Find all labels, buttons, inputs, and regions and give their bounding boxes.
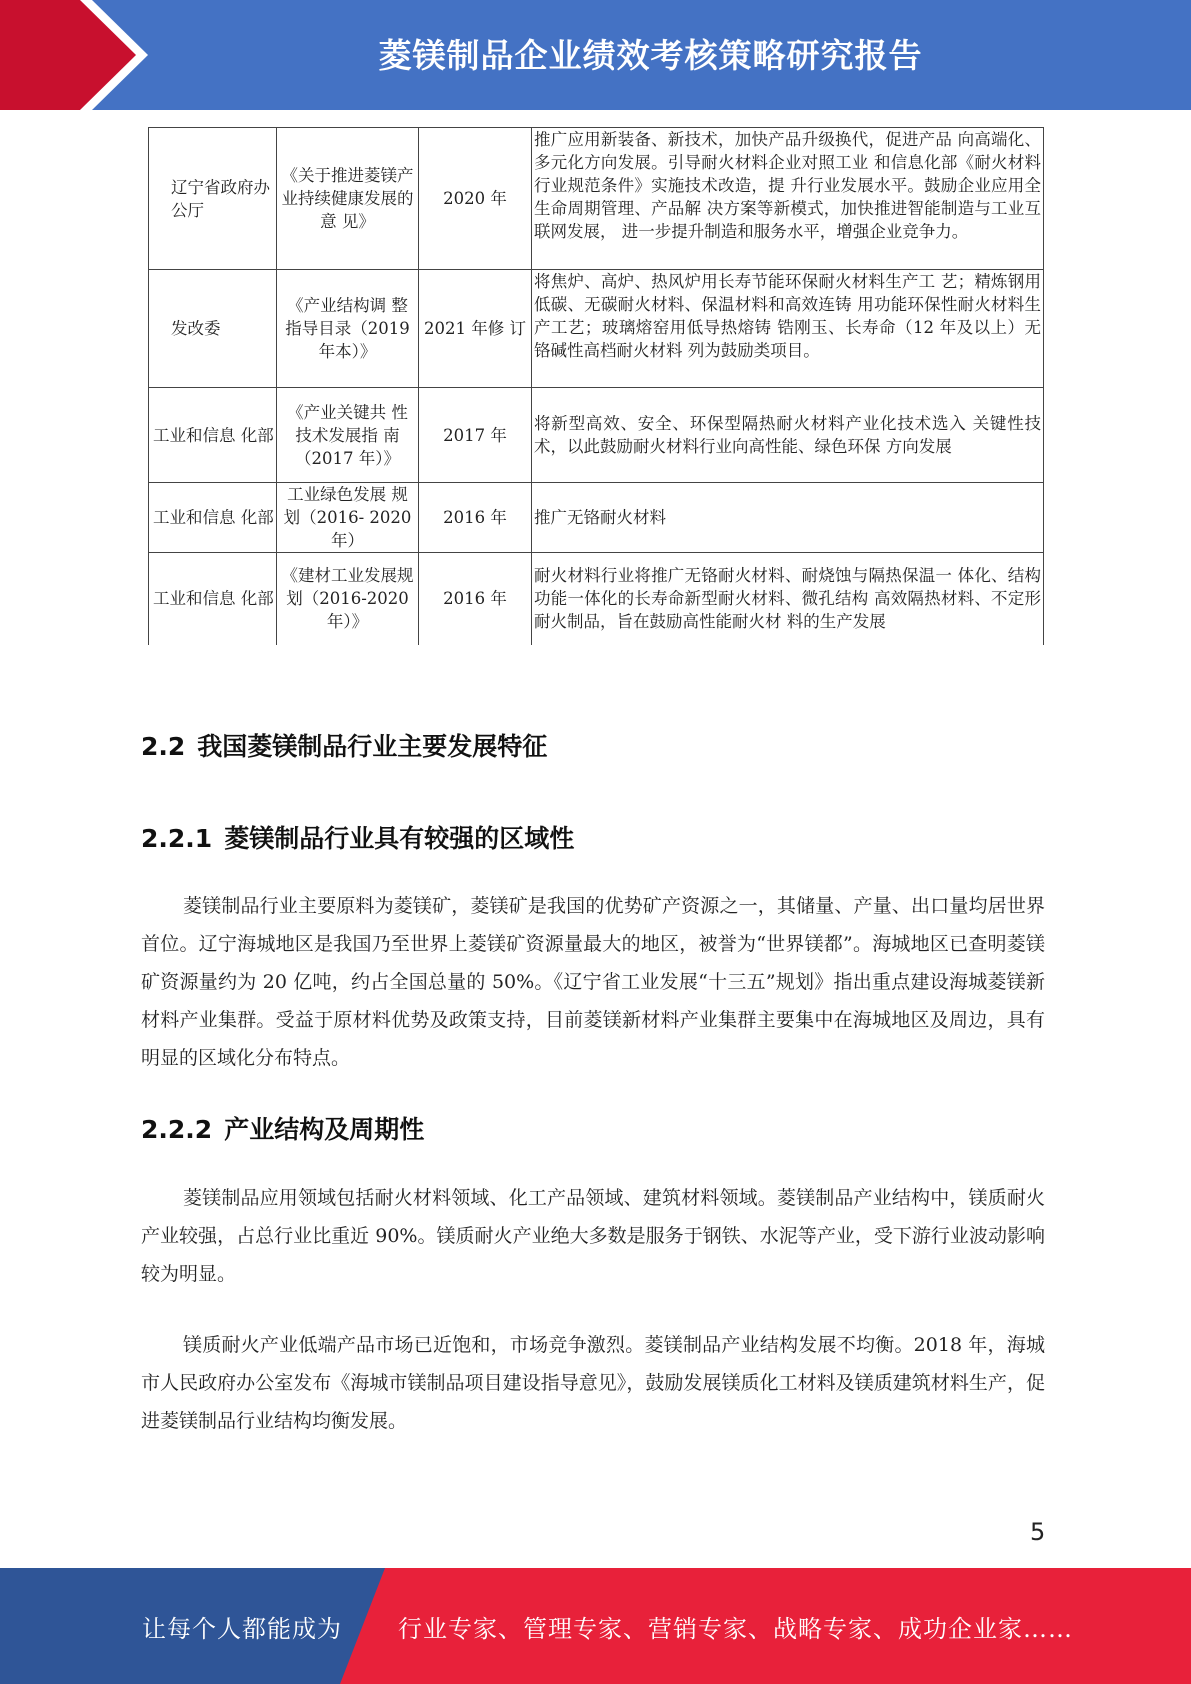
header-title: 菱镁制品企业绩效考核策略研究报告 — [378, 36, 923, 75]
policy-table — [148, 127, 1044, 645]
section-heading-2-2 — [141, 727, 547, 763]
table-row — [149, 128, 1044, 270]
section-title: 菱镁制品行业具有较强的区域性 — [224, 824, 575, 853]
table-cell-year: 2020 年 — [419, 128, 532, 270]
table-cell-dept: 工业和信息 化部 — [149, 553, 277, 645]
table-cell-doc: 工业绿色发展 规划（2016- 2020 年） — [277, 483, 419, 553]
section-title: 我国菱镁制品行业主要发展特征 — [197, 732, 548, 761]
section-number: 2.2.1 — [141, 824, 213, 853]
footer-slogan-left: 让每个人都能成为 — [142, 1615, 342, 1643]
paragraph-regional: 菱镁制品行业主要原料为菱镁矿，菱镁矿是我国的优势矿产资源之一，其储量、产量、出口量均居世界首位。辽宁海城地区是我国乃至世界上菱镁矿资源量最大的地区，被誉为“世界镁都”。海城地区已查明菱镁矿资源量约为 20 亿吨，约占全国总量的 50%。《辽宁省工业发展“十三五”规划》指出重点建设海城菱镁新材料产业集群。受益于原材料优势及政策支持，目前菱镁新材料产业集群主要集中在海城地区及周边，具有明显的区域化分布特点。 — [141, 895, 1045, 1069]
table-cell-doc: 《建材工业发展规划（2016-2020 年）》 — [277, 553, 419, 645]
table-cell-content: 耐火材料行业将推广无铬耐火材料、耐烧蚀与隔热保温一 体化、结构功能一体化的长寿命新型耐火材料、微孔结构 高效隔热材料、不定形耐火制品，旨在鼓励高性能耐火材 料的生产发展 — [532, 553, 1044, 645]
page-header — [0, 0, 1191, 110]
section-number: 2.2 — [141, 732, 186, 761]
table-cell-content: 推广应用新装备、新技术，加快产品升级换代，促进产品 向高端化、多元化方向发展。引导耐火材料企业对照工业 和信息化部《耐火材料行业规范条件》实施技术改造，提 升行业发展水平。鼓励企业应用全生命周期管理、产品解 决方案等新模式，加快推进智能制造与工业互联网发展， 进一步提升制造和服务水平，增强企业竞争力。 — [532, 128, 1044, 270]
table-cell-doc: 《产业结构调 整指导目录（2019 年本）》 — [277, 270, 419, 388]
section-number: 2.2.2 — [141, 1115, 213, 1144]
paragraph-structure: 菱镁制品应用领域包括耐火材料领域、化工产品领域、建筑材料领域。菱镁制品产业结构中，镁质耐火产业较强，占总行业比重近 90%。镁质耐火产业绝大多数是服务于钢铁、水泥等产业，受下游行业波动影响较为明显。 — [141, 1187, 1045, 1285]
table-cell-year: 2016 年 — [419, 553, 532, 645]
table-cell-content: 将新型高效、安全、环保型隔热耐火材料产业化技术选入 关键性技术，以此鼓励耐火材料行业向高性能、绿色环保 方向发展 — [532, 388, 1044, 483]
table-cell-year: 2021 年修 订 — [419, 270, 532, 388]
section-heading-2-2-1 — [141, 819, 574, 855]
table-cell-content: 推广无铬耐火材料 — [532, 483, 1044, 553]
table-cell-year: 2017 年 — [419, 388, 532, 483]
table-row — [149, 388, 1044, 483]
table-cell-content: 将焦炉、高炉、热风炉用长寿节能环保耐火材料生产工 艺；精炼钢用低碳、无碳耐火材料、保温材料和高效连铸 用功能环保性耐火材料生产工艺；玻璃熔窑用低导热熔铸 锆刚玉、长寿命（12 年及以上）无铬碱性高档耐火材料 列为鼓励类项目。 — [532, 270, 1044, 388]
table-row — [149, 553, 1044, 645]
page-footer — [0, 1568, 1191, 1684]
footer-slogan-right: 行业专家、管理专家、营销专家、战略专家、成功企业家…… — [398, 1615, 1073, 1643]
table-cell-doc: 《关于推进菱镁产业持续健康发展的意 见》 — [277, 128, 419, 270]
table-cell-dept: 发改委 — [149, 270, 277, 388]
table-cell-dept: 工业和信息 化部 — [149, 483, 277, 553]
table-row — [149, 483, 1044, 553]
table-cell-doc: 《产业关键共 性技术发展指 南（2017 年）》 — [277, 388, 419, 483]
table-cell-dept: 辽宁省政府办公厅 — [149, 128, 277, 270]
table-row — [149, 270, 1044, 388]
table-cell-year: 2016 年 — [419, 483, 532, 553]
paragraph-market: 镁质耐火产业低端产品市场已近饱和，市场竞争激烈。菱镁制品产业结构发展不均衡。2018 年，海城市人民政府办公室发布《海城市镁制品项目建设指导意见》，鼓励发展镁质化工材料及镁质建筑材料生产，促进菱镁制品行业结构均衡发展。 — [141, 1334, 1045, 1432]
page-number: 5 — [1030, 1518, 1046, 1546]
table-cell-dept: 工业和信息 化部 — [149, 388, 277, 483]
section-heading-2-2-2 — [141, 1110, 424, 1146]
section-title: 产业结构及周期性 — [224, 1115, 425, 1144]
